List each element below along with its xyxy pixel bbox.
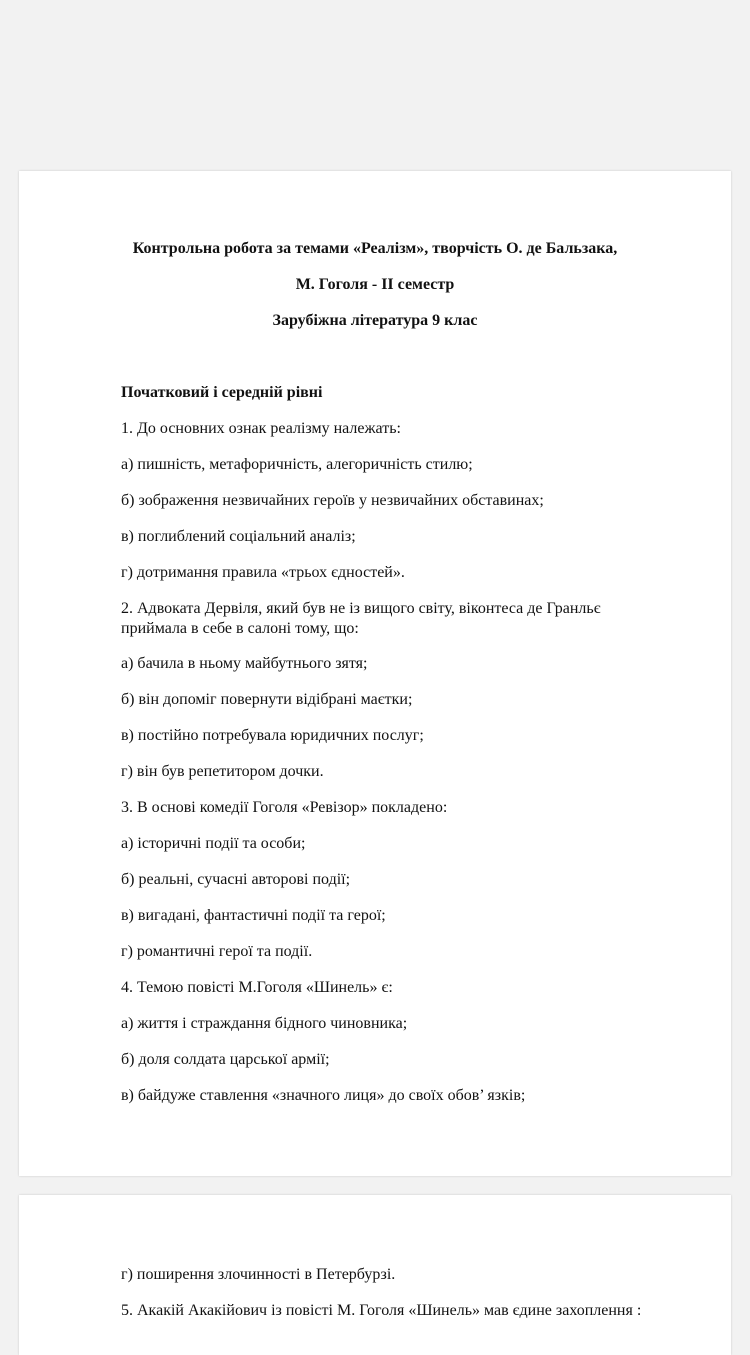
question-1-option-d: г) дотримання правила «трьох єдностей».	[121, 564, 405, 581]
question-1-option-c: в) поглиблений соціальний аналіз;	[121, 528, 356, 545]
question-4-option-d: г) поширення злочинності в Петербурзі.	[121, 1266, 396, 1283]
question-3-option-b: б) реальні, сучасні авторові події;	[121, 871, 351, 888]
question-2-line-1: 2. Адвоката Дервіля, який був не із вищого світу, віконтеса де Гранльє	[121, 600, 601, 617]
question-2-line-2: приймала в себе в салоні тому, що:	[121, 620, 359, 637]
section-heading: Початковий і середній рівні	[121, 384, 323, 401]
question-1: 1. До основних ознак реалізму належать:	[121, 420, 401, 437]
question-1-option-b: б) зображення незвичайних героїв у незвичайних обставинах;	[121, 492, 544, 509]
title-line-3: Зарубіжна література 9 клас	[272, 312, 478, 329]
question-4: 4. Темою повісті М.Гоголя «Шинель» є:	[121, 979, 393, 996]
question-3-option-d: г) романтичні герої та події.	[121, 943, 313, 960]
question-3-option-c: в) вигадані, фантастичні події та герої;	[121, 907, 386, 924]
question-1-option-a: а) пишність, метафоричність, алегоричність стилю;	[121, 456, 473, 473]
title-line-1: Контрольна робота за темами «Реалізм», творчість О. де Бальзака,	[132, 240, 618, 257]
title-line-2: М. Гоголя - ІІ семестр	[295, 276, 455, 293]
document-page-1	[19, 171, 731, 1176]
question-4-option-a: а) життя і страждання бідного чиновника;	[121, 1015, 408, 1032]
question-2-option-c: в) постійно потребувала юридичних послуг;	[121, 727, 424, 744]
question-2-option-d: г) він був репетитором дочки.	[121, 763, 324, 780]
question-2-option-a: а) бачила в ньому майбутнього зятя;	[121, 655, 368, 672]
question-4-option-b: б) доля солдата царської армії;	[121, 1051, 330, 1068]
question-4-option-c: в) байдуже ставлення «значного лиця» до своїх обов’ язків;	[121, 1087, 526, 1104]
question-5: 5. Акакій Акакійович із повісті М. Гоголя «Шинель» мав єдине захоплення :	[121, 1302, 642, 1319]
question-3: 3. В основі комедії Гоголя «Ревізор» покладено:	[121, 799, 448, 816]
question-3-option-a: а) історичні події та особи;	[121, 835, 306, 852]
question-2-option-b: б) він допоміг повернути відібрані маєтки;	[121, 691, 413, 708]
document-page-2	[19, 1195, 731, 1355]
